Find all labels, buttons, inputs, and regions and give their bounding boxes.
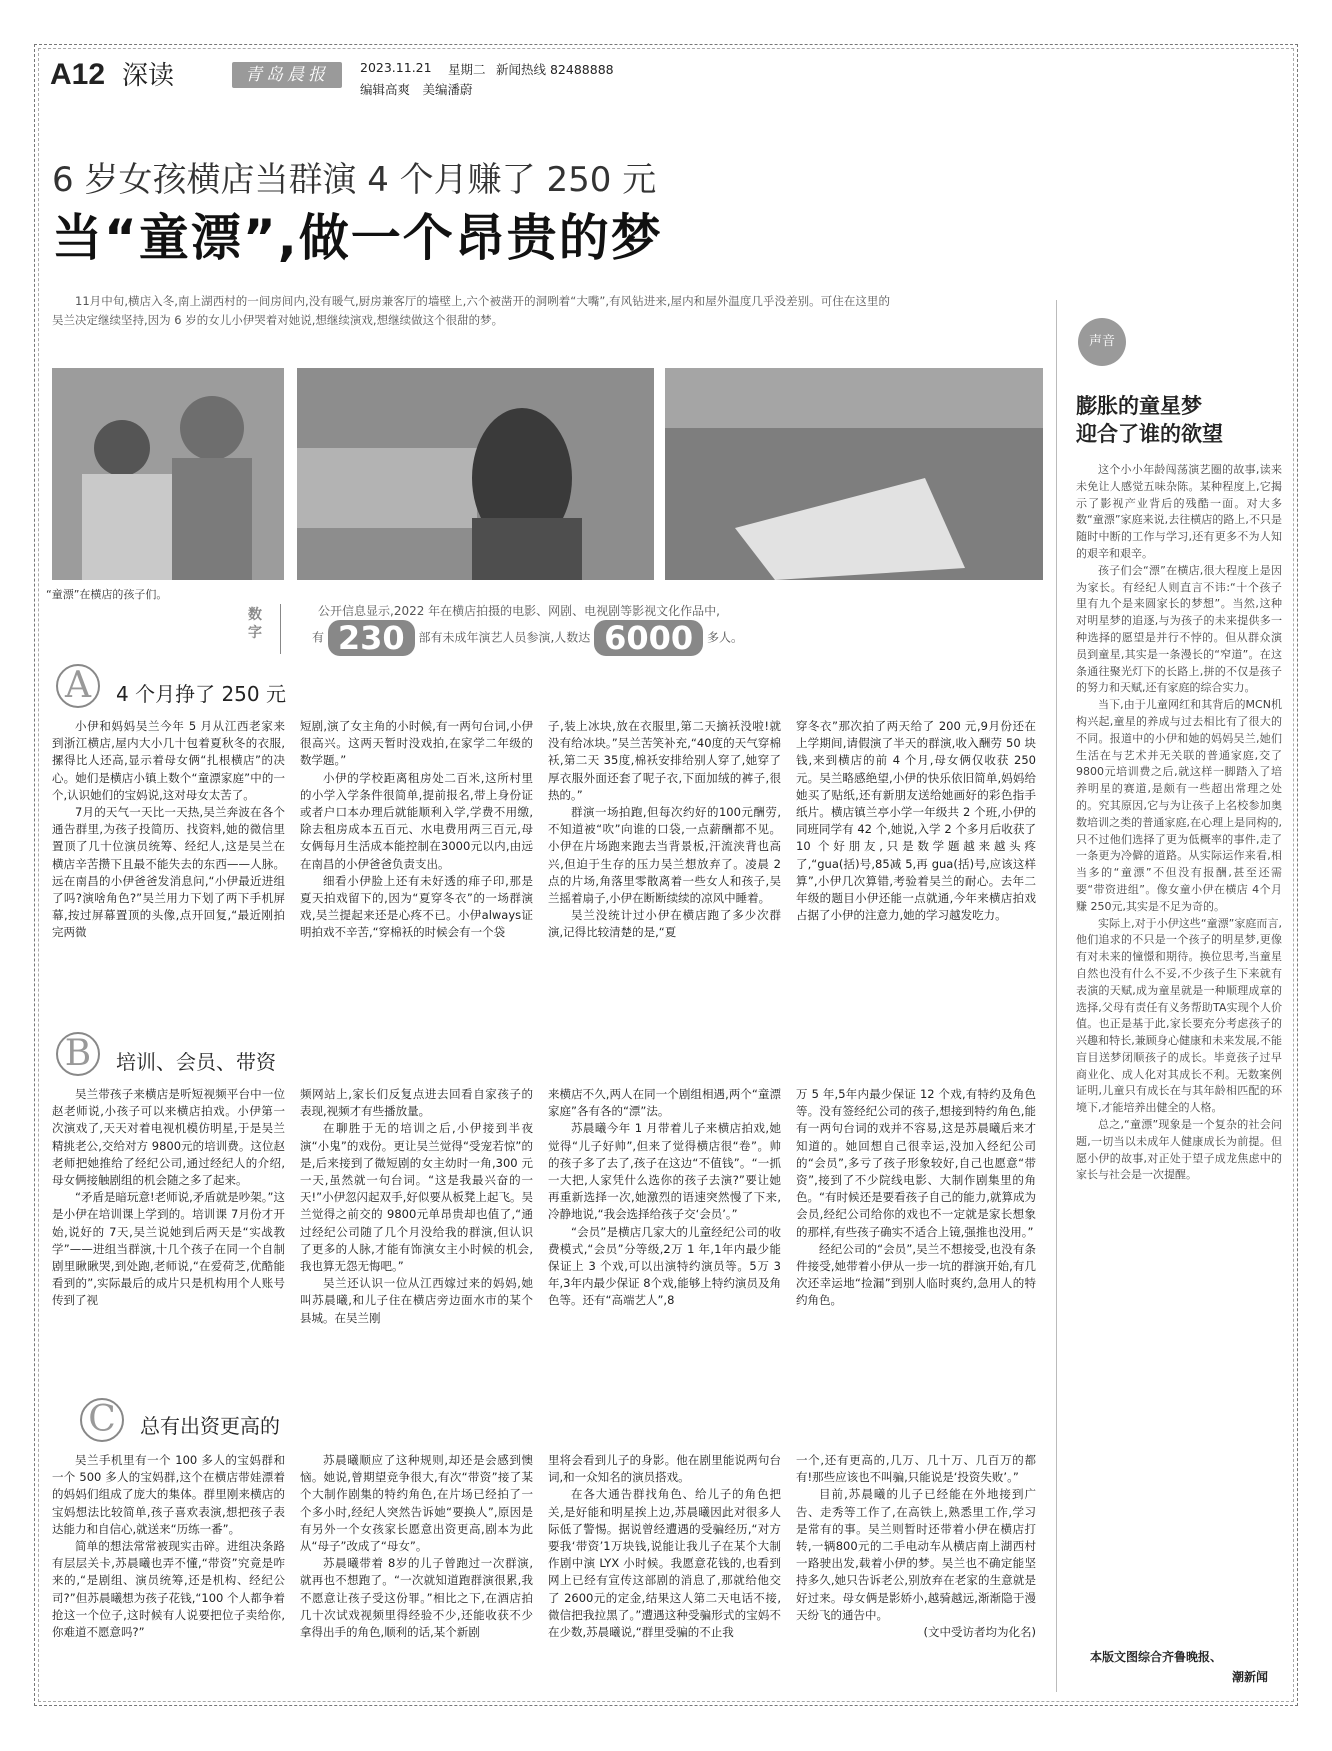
numbers-prefix: 有 <box>312 630 325 645</box>
numbers-suffix: 多人。 <box>707 630 744 645</box>
section-c-col-2-p1: 苏晨曦顺应了这种规则,却还是会感到懊恼。她说,曾期望竞争很大,有次“带资”接了某个大制作剧集的特约角色,在片场已经拍了一个多小时,经纪人突然告诉她“要换人”,原因是有另外一个女孩家长愿意出资更高,剧本为此从“母子”改成了“母女”。 <box>300 1453 533 1554</box>
section-a-title: 4 个月挣了 250 元 <box>116 682 286 706</box>
numbers-divider <box>280 604 281 654</box>
sidebar-byline-1: 本版文图综合齐鲁晚报、 <box>1090 1650 1223 1664</box>
section-a-col-1 <box>52 718 285 1016</box>
section-c-col-2 <box>300 1452 533 1692</box>
section-b-col-2-p1: 频网站上,家长们反复点进去回看自家孩子的表现,视频才有些播放量。 <box>300 1087 533 1119</box>
stat-works-count: 230 <box>328 620 415 656</box>
numbers-box <box>240 600 1040 660</box>
newspaper-logo-text: 青岛晨报 <box>245 65 329 85</box>
numbers-middle: 部有未成年演艺人员参演,人数达 <box>418 630 591 645</box>
section-c-title: 总有出资更高的 <box>140 1414 280 1438</box>
numbers-line1: 公开信息显示,2022 年在横店拍摄的电影、网剧、电视剧等影视文化作品中, <box>318 604 720 618</box>
issue-weekday: 星期二 <box>448 62 486 77</box>
section-c-col-4-p1: 一个,还有更高的,几万、几十万、几百万的都有!那些应该也不叫骗,只能说是‘投资失败’。” <box>796 1453 1036 1485</box>
section-c-letter: C <box>80 1398 124 1442</box>
section-b-col-1-p2: “矛盾是暗玩意!老师说,矛盾就是吵架。”这是小伊在培训课上学到的。培训课 7月份才开始,说好的 7天,吴兰说她到后两天是“实战教学”——进组当群演,十几个孩子在同一个自制剧里瞅瞅哭,到处跑,老师说,“在爱荷芝,优酷能看到的”,实际最后的成片只是机构用个人账号传到了视 <box>52 1190 285 1308</box>
stat-minors-count: 6000 <box>594 620 703 656</box>
section-a-col-2-p2: 小伊的学校距离租房处二百米,这所村里的小学入学条件很简单,提前报名,带上身份证或者户口本办理后就能顺利入学,学费不用缴,除去租房成本五百元、水电费用两三百元,母女俩每月生活成本能控制在3000元以内,由远在南昌的小伊爸爸负责支出。 <box>300 770 533 871</box>
section-c-col-3-p2: 在各大通告群找角色、给儿子的角色把关,是好能和明星挨上边,苏晨曦因此对很多人际低了警惕。据说曾经遭遇的受骗经历,“对方要我‘带资’1万块钱,说能让我儿子在某个大制作剧中演 LYX 小时候。我愿意花钱的,也看到网上已经有宣传这部剧的消息了,那就给他交了 2600元的定金,结果这人第二天电话不接,微信把我拉黑了。”遭遇这种受骗形式的宝妈不在少数,苏晨曦说,“群里受骗的不止我 <box>548 1487 781 1640</box>
sidebar-p3: 当下,由于儿童网红和其背后的MCN机构兴起,童星的养成与过去相比有了很大的不同。报道中的小伊和她的妈妈吴兰,她们生活在与艺术并无关联的普通家庭,交了 9800元培训费之后,就这样一脚踏入了培养明星的赛道,是颇有一些超出常理之处的。究其原因,它与为让孩子上名校参加奥数培训之类的普通家庭,在心理上是同构的,只不过他们选择了更为低概率的事件,走了一条更为冷僻的道路。从实际运作来看,相当多的“童漂”不但没有报酬,甚至还需要“带资进组”。像女童小伊在横店 4个月赚 250元,其实是不足为奇的。 <box>1076 698 1282 913</box>
section-a-letter: A <box>56 664 100 708</box>
sidebar-badge-label: 声音 <box>1088 334 1115 349</box>
headline-main: 当“童漂”,做一个昂贵的梦 <box>52 209 663 267</box>
sidebar-body <box>1076 462 1282 1642</box>
sidebar-badge <box>1078 318 1126 366</box>
section-c-col-1-p1: 吴兰手机里有一个 100 多人的宝妈群和一个 500 多人的宝妈群,这个在横店带娃漂着的妈妈们组成了庞大的集体。群里刚来横店的宝妈想法比较简单,孩子喜欢表演,想把孩子表达能力和自信心,就送来“历练一番”。 <box>52 1453 285 1536</box>
lead-paragraph: 11月中旬,横店入冬,南上湖西村的一间房间内,没有暖气,厨房兼客厅的墙壁上,六个被凿开的洞咧着“大嘴”,有风钻进来,屋内和屋外温度几乎没差别。可住在这里的吴兰决定继续坚持,因为 6 岁的女儿小伊哭着对她说,想继续演戏,想继续做这个很甜的梦。 <box>52 294 890 327</box>
numbers-line2 <box>312 620 743 656</box>
section-a-col-3-p2: 群演一场拍跑,但每次约好的100元酬劳,不知道被“吹”向谁的口袋,一点薪酬都不见。小伊在片场跑来跑去当背景板,汗流浃背也高兴,但迫于生存的压力吴兰想放弃了。凌晨 2点的片场,角落里零散离着一些女人和孩子,吴兰摇着扇子,小伊在断断续续的凉风中睡着。 <box>548 805 781 906</box>
section-b-col-3 <box>548 1086 781 1380</box>
section-b-col-2-p3: 吴兰还认识一位从江西嫁过来的妈妈,她叫苏晨曦,和儿子住在横店旁边面水市的某个县城。在吴兰刚 <box>300 1276 533 1325</box>
section-b-col-4 <box>796 1086 1036 1380</box>
section-b-col-1 <box>52 1086 285 1380</box>
section-c-col-2-p2: 苏晨曦带着 8岁的儿子曾跑过一次群演,就再也不想跑了。“一次就知道跑群演很累,我不愿意让孩子受这份罪。”相比之下,在酒店拍几十次试戏视频里得经验不少,还能收获不少拿得出手的角色,顺利的话,某个新剧 <box>300 1556 533 1640</box>
section-a-col-1-p1: 小伊和妈妈吴兰今年 5 月从江西老家来到浙江横店,屋内大小几十包着夏秋冬的衣服,摞得比人还高,显示着母女俩“扎根横店”的决心。她们是横店小镇上数个“童漂家庭”中的一个,认识她们的宝妈说,这对母女太苦了。 <box>52 719 285 802</box>
section-b-col-3-p1: 来横店不久,两人在同一个剧组相遇,两个“童漂家庭”各有各的“漂”法。 <box>548 1087 781 1119</box>
section-b-col-4-p2: 经纪公司的“会员”,吴兰不想接受,也没有条件接受,她带着小伊从一步一坑的群演开始,有几次还幸运地“捡漏”到别人临时爽约,急用人的特约角色。 <box>796 1241 1036 1308</box>
section-a-col-1-p2: 7月的天气一天比一天热,吴兰奔波在各个通告群里,为孩子投简历、找资料,她的微信里置顶了几十位演员统筹、经纪人,这是吴兰在横店辛苦攒下且最不能失去的东西——人脉。远在南昌的小伊爸爸发消息问,“小伊最近进组了吗?演啥角色?”吴兰用力下划了两下手机屏幕,按过屏幕置顶的头像,点开回复,“最近刚拍完两微 <box>52 805 285 940</box>
section-b-col-3-p3: “会员”是横店几家大的儿童经纪公司的收费模式,“会员”分等级,2万 1 年,1年内最少能保证上 3 个戏,可以出演特约演员等。5万 3年,3年内最少保证 8个戏,能够上特约演员及角色等。还有“高端艺人”,8 <box>548 1224 781 1308</box>
section-b-col-3-p2: 苏晨曦今年 1 月带着儿子来横店拍戏,她觉得“儿子好帅”,但来了觉得横店很“卷”。帅的孩子多了去了,孩子在这边“不值钱”。“一抓一大把,人家凭什么选你的孩子去演?”要让她再重新选择一次,她激烈的语速突然慢了下来,冷静地说,“我会选择给孩子交‘会员’。” <box>548 1121 781 1222</box>
sidebar-title-2: 迎合了谁的欲望 <box>1076 422 1223 446</box>
section-b-col-2 <box>300 1086 533 1380</box>
section-c-col-4 <box>796 1452 1036 1692</box>
section-a-col-3 <box>548 718 781 1016</box>
headline-kicker: 6 岁女孩横店当群演 4 个月赚了 250 元 <box>52 160 657 200</box>
sidebar-title-1: 膨胀的童星梦 <box>1076 394 1202 418</box>
section-c-col-1-p2: 简单的想法常常被现实击碎。进组决条路有层层关卡,苏晨曦也弄不懂,“带资”究竟是咋来的,“是剧组、演员统筹,还是机构、经纪公司?”但苏晨曦想为孩子花钱,“100 个人都争着抢这一个位子,这时候有人说要把位子卖给你,你难道不愿意吗?” <box>52 1539 285 1640</box>
photo-caption: “童漂”在横店的孩子们。 <box>46 588 168 601</box>
section-a-col-4-p1: 穿冬衣”那次拍了两天给了 200 元,9月份还在上学期间,请假演了半天的群演,收入酬劳 50 块钱,来到横店的前 4 个月,母女俩仅收获 250元。吴兰略感绝望,小伊的快乐依旧简单,妈妈给她买了贴纸,还有新朋友送给她画好的彩色指手纸片。横店镇兰亭小学一年级共 2 个班,小伊的同班同学有 42 个,她说,入学 2 个多月后收获了 10 个好朋友,只是数学题越来越头疼了,“gua(括)号,85减 5,再 gua(括)号,应该这样算”,小伊几次算错,考验着吴兰的耐心。去年二年级的题目小伊还能一点就通,今年来横店拍戏占据了小伊的注意力,她的学习越发吃力。 <box>796 719 1036 923</box>
issue-date: 2023.11.21 <box>360 60 432 75</box>
section-c-col-4-p2: 目前,苏晨曦的儿子已经能在外地接到广告、走秀等工作了,在高铁上,熟悉里工作,学习是常有的事。吴兰则暂时还带着小伊在横店打转,一辆800元的二手电动车从横店南上湖西村一路驶出发,载着小伊的梦。吴兰也不确定能坚持多久,她只告诉老公,别放弃在老家的生意就是好过来。母女俩是影娇小,越骑越远,渐渐隐于漫天纷飞的通告中。 <box>796 1487 1036 1622</box>
sidebar-byline-2: 潮新闻 <box>1232 1670 1269 1684</box>
section-a-col-2 <box>300 718 533 1016</box>
photo-girl-back <box>297 368 654 580</box>
photo-child-makeup <box>52 368 284 580</box>
sidebar-p4: 实际上,对于小伊这些“童漂”家庭而言,他们追求的不只是一个孩子的明星梦,更像有对未来的憧憬和期待。换位思考,当童星自然也没有什么不妥,不少孩子生下来就有表演的天赋,成为童星就是一种顺理成章的选择,父母有责任有义务帮助TA实现个人价值。也正是基于此,家长要充分考虑孩子的兴趣和特长,兼顾身心健康和未来发展,不能盲目送梦闭顺孩子的成长。毕竟孩子过早商业化、成人化对其成长不利。无数案例证明,儿童只有成长在与其年龄相匹配的环境下,才能培养出健全的人格。 <box>1076 916 1282 1115</box>
section-c-col-3-p1: 里将会看到儿子的身影。他在剧里能说两句台词,和一众知名的演员搭戏。 <box>548 1453 781 1485</box>
section-a-col-3-p1: 子,装上冰块,放在衣服里,第二天摘袄没啦!就没有给冰块。”吴兰苦笑补充,“40度的天气穿棉袄,第二天 35度,棉袄安排给别人穿了,她穿了厚衣服外面还套了呢子衣,下面加绒的裤子,很热的。” <box>548 719 781 802</box>
sidebar-p5: 总之,“童漂”现象是一个复杂的社会问题,一切当以未成年人健康成长为前提。但愿小伊的故事,对正处于望子成龙焦虑中的家长与社会是一次提醒。 <box>1076 1118 1282 1182</box>
page-number: A12 <box>50 58 106 91</box>
section-c-col-1 <box>52 1452 285 1692</box>
section-c-col-3 <box>548 1452 781 1692</box>
newspaper-logo <box>232 62 342 88</box>
numbers-label: 数字 <box>248 607 262 641</box>
section-a-col-2-p3: 细看小伊脸上还有未好透的痱子印,那是夏天拍戏留下的,因为“夏穿冬衣”的一场群演戏,吴兰提起来还是心疼不已。小伊always证明拍戏不辛苦,“穿棉袄的时候会有一个袋 <box>300 873 533 940</box>
section-b-col-2-p2: 在聊胜于无的培训之后,小伊接到半夜演“小鬼”的戏份。更让吴兰觉得“受宠若惊”的是,后来接到了微短剧的女主幼时一角,300 元一天,虽然就一句台词。“这是我最兴奋的一天!”小伊忽闪起双手,好似要从板凳上起飞。吴兰觉得之前交的 9800元单昂贵却也值了,“通过经纪公司随了几个月没给我的群演,但认识了更多的人脉,才能有饰演女主小时候的机会,我也算无怨无悔吧。” <box>300 1121 533 1274</box>
sidebar-divider <box>1056 300 1057 1692</box>
news-hotline: 新闻热线 82488888 <box>496 62 614 77</box>
section-c-col-4-p3: (文中受访者均为化名) <box>923 1625 1036 1640</box>
section-b-col-1-p1: 吴兰带孩子来横店是听短视频平台中一位赵老师说,小孩子可以来横店拍戏。小伊第一次演戏了,天天对着电视机模仿明星,于是吴兰精挑老公,交给对方 9800元的培训费。这位赵老师把她推给了经纪公司,通过经纪人的介绍,母女俩接触剧组的机会随之多了起来。 <box>52 1087 285 1188</box>
sidebar-p1: 这个小小年龄闯荡演艺圈的故事,读来未免让人感觉五味杂陈。某种程度上,它揭示了影视产业背后的残酷一面。对大多数“童漂”家庭来说,去往横店的路上,不只是随时中断的工作与学习,还有更多不为人知的艰辛和艰辛。 <box>1076 463 1282 560</box>
section-name: 深读 <box>122 61 175 91</box>
section-b-letter: B <box>56 1032 100 1076</box>
photo-book-table-art <box>665 368 1043 580</box>
photo-book-table <box>665 368 1043 580</box>
sidebar-p2: 孩子们会“漂”在横店,很大程度上是因为家长。有经纪人则直言不讳:“十个孩子里有九个是来圆家长的梦想”。当然,这种对明星梦的追逐,与为孩子的未来提供多一种选择的愿望是并行不悖的。但从群众演员到童星,其实是一条漫长的“窄道”。在这条通往聚光灯下的长路上,拼的不仅是孩子的努力和天赋,还有家庭的综合实力。 <box>1076 563 1282 695</box>
page-header <box>50 58 1280 98</box>
section-b-title: 培训、会员、带资 <box>116 1050 276 1074</box>
section-a-col-2-p1: 短剧,演了女主角的小时候,有一两句台词,小伊很高兴。这两天暂时没戏拍,在家学二年级的数学题。” <box>300 719 533 768</box>
section-a-col-4 <box>796 718 1036 1016</box>
photo-child-makeup-art <box>52 368 284 580</box>
editor-credits: 编辑高爽 美编潘蔚 <box>360 82 473 97</box>
section-a-col-3-p3: 吴兰没统计过小伊在横店跑了多少次群演,记得比较清楚的是,“夏 <box>548 908 781 940</box>
photo-girl-back-art <box>297 368 654 580</box>
section-b-col-4-p1: 万 5 年,5年内最少保证 12 个戏,有特约及角色等。没有签经纪公司的孩子,想接到特约角色,能有一两句台词的戏并不容易,这是苏晨曦后来才知道的。她回想自己很幸运,没加入经纪公司的“会员”,多亏了孩子形象较好,自己也愿意“带资”,接到了不少院线电影、大制作剧集里的角色。“有时候还是要看孩子自己的能力,就算成为会员,经纪公司给你的戏也不一定就是家长想象的那样,有些孩子确实不适合上镜,强推也没用。” <box>796 1087 1036 1239</box>
